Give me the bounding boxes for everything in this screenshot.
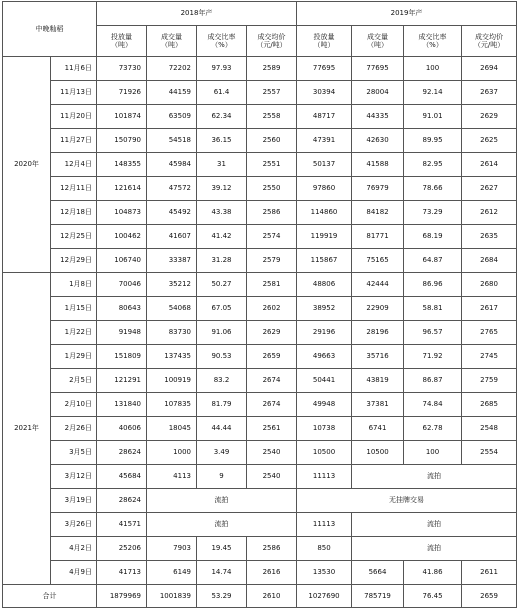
- table-cell: 2579: [247, 249, 297, 273]
- table-cell: 48717: [297, 105, 352, 129]
- table-cell: 2589: [247, 57, 297, 81]
- table-cell: 2685: [462, 393, 517, 417]
- table-cell: 151809: [97, 345, 147, 369]
- date-cell: 11月20日: [51, 105, 97, 129]
- table-cell: 14.74: [197, 561, 247, 585]
- table-cell: 77695: [297, 57, 352, 81]
- table-row: [3, 225, 517, 249]
- date-cell: 3月26日: [51, 513, 97, 537]
- table-cell: 35716: [352, 345, 404, 369]
- table-cell: 73.29: [404, 201, 462, 225]
- table-row: [3, 57, 517, 81]
- table-cell: 58.81: [404, 297, 462, 321]
- table-cell: 2759: [462, 369, 517, 393]
- table-cell: 97.93: [197, 57, 247, 81]
- table-cell: 36.15: [197, 129, 247, 153]
- table-cell: 45984: [147, 153, 197, 177]
- table-cell: 31: [197, 153, 247, 177]
- table-cell: 37381: [352, 393, 404, 417]
- total-label: 合计: [3, 585, 97, 608]
- table-row: [3, 465, 517, 489]
- col-header-2019-supply: [297, 26, 352, 57]
- date-cell: 12月4日: [51, 153, 97, 177]
- table-cell: 62.78: [404, 417, 462, 441]
- table-cell: 48806: [297, 273, 352, 297]
- table-cell: 4113: [147, 465, 197, 489]
- col-header-line: 投放量: [313, 32, 335, 41]
- year-label-2021: 2021年: [3, 273, 51, 585]
- table-cell: 2554: [462, 441, 517, 465]
- table-row: [3, 153, 517, 177]
- table-cell: 41571: [97, 513, 147, 537]
- date-cell: 2月10日: [51, 393, 97, 417]
- date-cell: 1月8日: [51, 273, 97, 297]
- table-cell: 84182: [352, 201, 404, 225]
- no-listing-cell: 无挂牌交易: [297, 489, 517, 513]
- table-cell: 73730: [97, 57, 147, 81]
- col-header-2019-ratio: [404, 26, 462, 57]
- col-header-line: 成交比率: [418, 32, 447, 41]
- table-cell: 54068: [147, 297, 197, 321]
- table-cell: 19.45: [197, 537, 247, 561]
- table-row: [3, 177, 517, 201]
- table-cell: 150790: [97, 129, 147, 153]
- col-header-2018-supply: [97, 26, 147, 57]
- table-cell: 2574: [247, 225, 297, 249]
- table-cell: 13530: [297, 561, 352, 585]
- date-cell: 12月29日: [51, 249, 97, 273]
- table-cell: 2629: [247, 321, 297, 345]
- col-header-unit: （吨）: [367, 41, 389, 49]
- table-cell: 2540: [247, 441, 297, 465]
- table-row: [3, 249, 517, 273]
- table-cell: 40606: [97, 417, 147, 441]
- table-cell: 49948: [297, 393, 352, 417]
- total-cell: 785719: [352, 585, 404, 608]
- table-cell: 2745: [462, 345, 517, 369]
- table-cell: 2625: [462, 129, 517, 153]
- col-header-2018-ratio: [197, 26, 247, 57]
- table-cell: 2659: [247, 345, 297, 369]
- table-cell: 68.19: [404, 225, 462, 249]
- table-cell: 3.49: [197, 441, 247, 465]
- table-cell: 2581: [247, 273, 297, 297]
- table-cell: 1000: [147, 441, 197, 465]
- col-header-line: 投放量: [111, 32, 132, 41]
- table-cell: 91.06: [197, 321, 247, 345]
- col-header-unit: （%）: [211, 41, 232, 49]
- col-header-2019-deals: [352, 26, 404, 57]
- table-cell: 77695: [352, 57, 404, 81]
- table-cell: 44335: [352, 105, 404, 129]
- table-cell: 49663: [297, 345, 352, 369]
- total-row: [3, 585, 517, 608]
- table-cell: 2616: [247, 561, 297, 585]
- table-cell: 148355: [97, 153, 147, 177]
- table-cell: 2684: [462, 249, 517, 273]
- table-cell: 121291: [97, 369, 147, 393]
- table-cell: 96.57: [404, 321, 462, 345]
- table-cell: 9: [197, 465, 247, 489]
- table-cell: 2557: [247, 81, 297, 105]
- table-cell: 25206: [97, 537, 147, 561]
- total-cell: 76.45: [404, 585, 462, 608]
- table-cell: 22909: [352, 297, 404, 321]
- table-cell: 2586: [247, 201, 297, 225]
- date-cell: 3月19日: [51, 489, 97, 513]
- table-cell: 50137: [297, 153, 352, 177]
- date-cell: 11月13日: [51, 81, 97, 105]
- table-cell: 91948: [97, 321, 147, 345]
- table-cell: 10738: [297, 417, 352, 441]
- table-cell: 67.05: [197, 297, 247, 321]
- table-row: [3, 513, 517, 537]
- table-cell: 81771: [352, 225, 404, 249]
- table-cell: 2635: [462, 225, 517, 249]
- failed-auction-cell: 流拍: [147, 513, 297, 537]
- col-header-line: 成交量: [367, 32, 389, 41]
- col-header-unit: （吨）: [111, 41, 132, 49]
- table-cell: 47391: [297, 129, 352, 153]
- col-header-unit: （吨）: [161, 41, 182, 49]
- table-cell: 82.95: [404, 153, 462, 177]
- table-cell: 62.34: [197, 105, 247, 129]
- date-cell: 2月5日: [51, 369, 97, 393]
- table-cell: 89.95: [404, 129, 462, 153]
- table-cell: 72202: [147, 57, 197, 81]
- table-row: [3, 273, 517, 297]
- table-row: [3, 441, 517, 465]
- table-cell: 2551: [247, 153, 297, 177]
- date-cell: 12月18日: [51, 201, 97, 225]
- table-cell: 64.87: [404, 249, 462, 273]
- table-cell: 11113: [297, 513, 352, 537]
- table-row: [3, 489, 517, 513]
- table-row: [3, 321, 517, 345]
- col-header-unit: （吨）: [313, 41, 335, 49]
- table-row: [3, 537, 517, 561]
- table-cell: 74.84: [404, 393, 462, 417]
- date-cell: 3月12日: [51, 465, 97, 489]
- table-cell: 41.86: [404, 561, 462, 585]
- col-header-unit: （元/吨）: [473, 41, 505, 49]
- table-cell: 50441: [297, 369, 352, 393]
- col-header-line: 成交均价: [257, 32, 286, 41]
- header-row-years: [3, 2, 517, 26]
- table-cell: 2765: [462, 321, 517, 345]
- failed-auction-cell: 流拍: [352, 537, 517, 561]
- table-cell: 97860: [297, 177, 352, 201]
- table-cell: 47572: [147, 177, 197, 201]
- date-cell: 4月9日: [51, 561, 97, 585]
- table-cell: 2612: [462, 201, 517, 225]
- table-row: [3, 393, 517, 417]
- table-cell: 78.66: [404, 177, 462, 201]
- table-row: [3, 561, 517, 585]
- table-cell: 41713: [97, 561, 147, 585]
- table-cell: 92.14: [404, 81, 462, 105]
- date-cell: 11月27日: [51, 129, 97, 153]
- table-cell: 100462: [97, 225, 147, 249]
- table-cell: 115867: [297, 249, 352, 273]
- table-cell: 2548: [462, 417, 517, 441]
- table-row: [3, 129, 517, 153]
- table-cell: 28004: [352, 81, 404, 105]
- table-cell: 42444: [352, 273, 404, 297]
- year-label-2020: 2020年: [3, 57, 51, 273]
- table-cell: 2560: [247, 129, 297, 153]
- col-header-2018-price: [247, 26, 297, 57]
- failed-auction-cell: 流拍: [352, 513, 517, 537]
- col-header-line: 成交均价: [475, 32, 504, 41]
- date-cell: 2月26日: [51, 417, 97, 441]
- table-cell: 2614: [462, 153, 517, 177]
- date-cell: 1月29日: [51, 345, 97, 369]
- table-cell: 2561: [247, 417, 297, 441]
- table-cell: 44.44: [197, 417, 247, 441]
- table-cell: 83.2: [197, 369, 247, 393]
- table-cell: 54518: [147, 129, 197, 153]
- col-header-unit: （%）: [422, 41, 443, 49]
- table-cell: 28624: [97, 441, 147, 465]
- table-cell: 28624: [97, 489, 147, 513]
- table-cell: 71926: [97, 81, 147, 105]
- corner-label: 中晚籼稻: [3, 2, 97, 57]
- year-group-2018: 2018年产: [97, 2, 297, 26]
- table-cell: 43.38: [197, 201, 247, 225]
- table-cell: 2674: [247, 369, 297, 393]
- table-cell: 29196: [297, 321, 352, 345]
- table-cell: 43819: [352, 369, 404, 393]
- table-cell: 114860: [297, 201, 352, 225]
- total-cell: 2659: [462, 585, 517, 608]
- table-cell: 5664: [352, 561, 404, 585]
- col-header-2019-price: [462, 26, 517, 57]
- table-cell: 2627: [462, 177, 517, 201]
- table-row: [3, 417, 517, 441]
- table-row: [3, 369, 517, 393]
- date-cell: 12月25日: [51, 225, 97, 249]
- table-cell: 50.27: [197, 273, 247, 297]
- table-cell: 106740: [97, 249, 147, 273]
- date-cell: 12月11日: [51, 177, 97, 201]
- date-cell: 1月22日: [51, 321, 97, 345]
- table-cell: 119919: [297, 225, 352, 249]
- date-cell: 11月6日: [51, 57, 97, 81]
- table-cell: 45684: [97, 465, 147, 489]
- table-cell: 100: [404, 57, 462, 81]
- table-cell: 2611: [462, 561, 517, 585]
- table-cell: 2637: [462, 81, 517, 105]
- total-cell: 53.29: [197, 585, 247, 608]
- total-cell: 2610: [247, 585, 297, 608]
- col-header-line: 成交量: [161, 32, 182, 41]
- year-group-2019: 2019年产: [297, 2, 517, 26]
- table-cell: 101874: [97, 105, 147, 129]
- table-cell: 7903: [147, 537, 197, 561]
- table-cell: 76979: [352, 177, 404, 201]
- table-cell: 70046: [97, 273, 147, 297]
- failed-auction-cell: 流拍: [352, 465, 517, 489]
- rice-auction-table-container: [2, 1, 516, 600]
- table-cell: 2558: [247, 105, 297, 129]
- table-cell: 91.01: [404, 105, 462, 129]
- table-cell: 39.12: [197, 177, 247, 201]
- table-cell: 35212: [147, 273, 197, 297]
- table-cell: 41.42: [197, 225, 247, 249]
- col-header-line: 成交比率: [207, 32, 236, 41]
- table-cell: 10500: [297, 441, 352, 465]
- table-cell: 86.87: [404, 369, 462, 393]
- table-row: [3, 81, 517, 105]
- col-header-unit: （元/吨）: [256, 41, 287, 49]
- table-cell: 2602: [247, 297, 297, 321]
- table-row: [3, 345, 517, 369]
- table-cell: 38952: [297, 297, 352, 321]
- table-cell: 45492: [147, 201, 197, 225]
- col-header-2018-deals: [147, 26, 197, 57]
- table-cell: 63509: [147, 105, 197, 129]
- total-cell: 1027690: [297, 585, 352, 608]
- table-cell: 2674: [247, 393, 297, 417]
- table-cell: 2694: [462, 57, 517, 81]
- date-cell: 4月2日: [51, 537, 97, 561]
- table-cell: 81.79: [197, 393, 247, 417]
- table-cell: 137435: [147, 345, 197, 369]
- table-cell: 104873: [97, 201, 147, 225]
- table-row: [3, 105, 517, 129]
- table-cell: 30394: [297, 81, 352, 105]
- table-cell: 2586: [247, 537, 297, 561]
- table-row: [3, 201, 517, 225]
- table-cell: 2540: [247, 465, 297, 489]
- rice-auction-table: [2, 1, 517, 608]
- table-cell: 28196: [352, 321, 404, 345]
- table-cell: 33387: [147, 249, 197, 273]
- table-cell: 2617: [462, 297, 517, 321]
- date-cell: 1月15日: [51, 297, 97, 321]
- date-cell: 3月5日: [51, 441, 97, 465]
- table-cell: 131840: [97, 393, 147, 417]
- table-cell: 86.96: [404, 273, 462, 297]
- table-cell: 18045: [147, 417, 197, 441]
- table-row: [3, 297, 517, 321]
- table-cell: 31.28: [197, 249, 247, 273]
- failed-auction-cell: 流拍: [147, 489, 297, 513]
- table-cell: 75165: [352, 249, 404, 273]
- total-cell: 1001839: [147, 585, 197, 608]
- table-cell: 121614: [97, 177, 147, 201]
- table-cell: 41607: [147, 225, 197, 249]
- table-cell: 2629: [462, 105, 517, 129]
- table-cell: 80643: [97, 297, 147, 321]
- table-cell: 100: [404, 441, 462, 465]
- table-cell: 850: [297, 537, 352, 561]
- table-cell: 41588: [352, 153, 404, 177]
- table-cell: 11113: [297, 465, 352, 489]
- table-cell: 2680: [462, 273, 517, 297]
- table-cell: 107835: [147, 393, 197, 417]
- total-cell: 1879969: [97, 585, 147, 608]
- table-cell: 83730: [147, 321, 197, 345]
- table-cell: 44159: [147, 81, 197, 105]
- table-cell: 6149: [147, 561, 197, 585]
- table-cell: 2550: [247, 177, 297, 201]
- table-cell: 42630: [352, 129, 404, 153]
- table-cell: 100919: [147, 369, 197, 393]
- table-cell: 61.4: [197, 81, 247, 105]
- table-cell: 90.53: [197, 345, 247, 369]
- table-cell: 71.92: [404, 345, 462, 369]
- table-cell: 6741: [352, 417, 404, 441]
- table-cell: 10500: [352, 441, 404, 465]
